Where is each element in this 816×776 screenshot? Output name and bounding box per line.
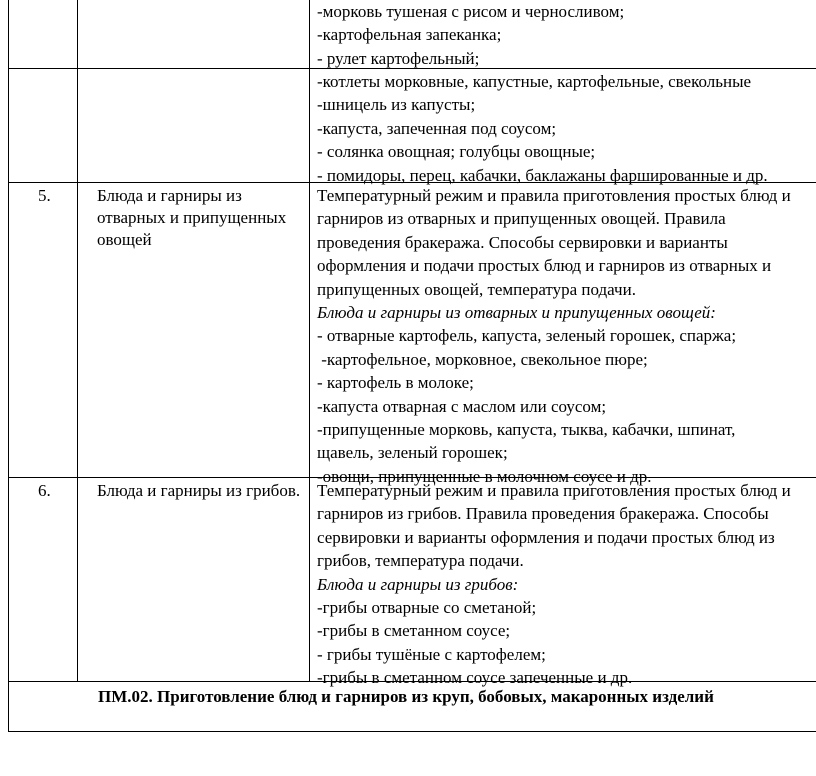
content-line: -морковь тушеная с рисом и черносливом; <box>317 2 625 21</box>
content-line: -капуста отварная с маслом или соусом; <box>317 396 607 416</box>
content-line: - помидоры, перец, кабачки, баклажаны фаршированные и др. <box>317 165 768 185</box>
content-line: оформления и подачи простых блюд и гарниров из отварных и <box>317 256 772 276</box>
row-6-content <box>317 479 791 690</box>
content-line: -котлеты морковные, капустные, картофельные, свекольные <box>317 72 752 91</box>
content-line: щавель, зеленый горошек; <box>317 443 508 463</box>
content-line: -капуста, запеченная под соусом; <box>317 118 557 138</box>
content-line: проведения бракеража. Способы сервировки и варианты <box>317 232 728 252</box>
content-subheading: Блюда и гарниры из грибов: <box>317 574 519 594</box>
table-border-left <box>8 0 9 732</box>
content-line: - отварные картофель, капуста, зеленый горошек, спаржа; <box>317 326 737 346</box>
content-line: -картофельное, морковное, свекольное пюре; <box>317 349 648 369</box>
row-5-title: Блюда и гарниры из отварных и припущенных овощей <box>97 186 287 249</box>
table-border-col1 <box>77 0 78 681</box>
content-line: -грибы в сметанном соусе; <box>317 621 511 641</box>
content-subheading: Блюда и гарниры из отварных и припущенных овощей: <box>317 302 716 322</box>
content-line: - грибы тушёные с картофелем; <box>317 644 546 664</box>
table-border-bottom <box>8 731 816 732</box>
content-line: -грибы в сметанном соусе запеченные и др. <box>317 668 633 688</box>
content-line: -шницель из капусты; <box>317 95 476 115</box>
row-vegetables-content <box>317 70 768 187</box>
content-line: - солянка овощная; голубцы овощные; <box>317 142 596 162</box>
content-line: - картофель в молоке; <box>317 373 474 393</box>
row-5-number: 5. <box>38 186 51 205</box>
content-line: гарниров из отварных и припущенных овощей. Правила <box>317 209 726 229</box>
section-heading: ПМ.02. Приготовление блюд и гарниров из круп, бобовых, макаронных изделий <box>98 687 714 706</box>
table-border-col2 <box>309 0 310 681</box>
content-line: припущенных овощей, температура подачи. <box>317 279 636 299</box>
content-line: Температурный режим и правила приготовления простых блюд и <box>317 481 791 500</box>
row-top-content <box>317 0 624 70</box>
content-line: -припущенные морковь, капуста, тыква, кабачки, шпинат, <box>317 419 736 439</box>
content-line: Температурный режим и правила приготовления простых блюд и <box>317 186 791 205</box>
content-line: гарниров из грибов. Правила проведения бракеража. Способы <box>317 504 769 524</box>
row-6-title: Блюда и гарниры из грибов. <box>97 481 301 500</box>
row-6-number: 6. <box>38 481 51 500</box>
content-line: - рулет картофельный; <box>317 48 480 68</box>
content-line: сервировки и варианты оформления и подачи простых блюд из <box>317 527 775 547</box>
row-5-content <box>317 184 791 488</box>
content-line: -картофельная запеканка; <box>317 25 502 45</box>
content-line: грибов, температура подачи. <box>317 551 524 571</box>
content-line: -овощи, припущенные в молочном соусе и др. <box>317 466 652 486</box>
content-line: -грибы отварные со сметаной; <box>317 597 537 617</box>
